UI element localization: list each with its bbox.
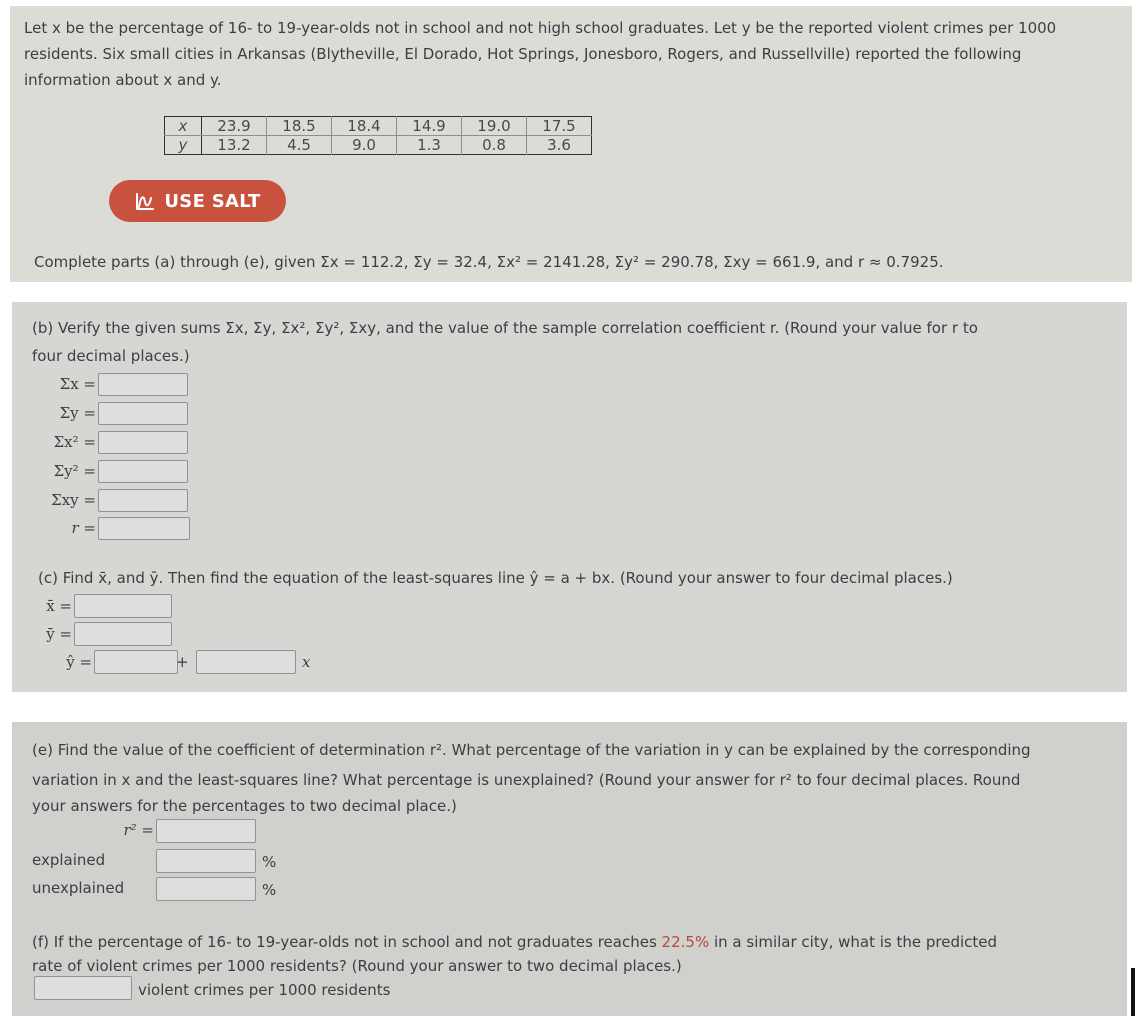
y-hat-label: ŷ =	[66, 653, 92, 671]
part-e-line-2: variation in x and the least-squares line? What percentage is unexplained? (Round your answer for r² to four decimal places. Round	[32, 771, 1021, 789]
table-cell: 9.0	[332, 136, 397, 155]
table-row-y	[165, 136, 592, 155]
table-cell: 4.5	[267, 136, 332, 155]
sum-xy-label: Σxy =	[51, 491, 96, 509]
table-cell: 0.8	[462, 136, 527, 155]
x-bar-label: x̄ =	[46, 597, 72, 615]
part-b-line-2: four decimal places.)	[32, 347, 190, 365]
intro-line-1: Let x be the percentage of 16- to 19-year-olds not in school and not high school graduates. Let y be the reported violent crimes per 1000	[24, 19, 1057, 37]
given-sums-text: Complete parts (a) through (e), given Σx = 112.2, Σy = 32.4, Σx² = 2141.28, Σy² = 290.78, Σxy = 661.9, and r ≈ 0.7925.	[34, 253, 944, 271]
table-y-header: y	[165, 136, 202, 155]
sum-x-input[interactable]	[98, 373, 188, 396]
part-f-highlight: 22.5%	[661, 933, 710, 951]
text-cursor-bar	[1131, 968, 1135, 1016]
r-input[interactable]	[98, 517, 190, 540]
table-cell: 3.6	[527, 136, 592, 155]
plus-sign: +	[176, 653, 189, 671]
sum-y-input[interactable]	[98, 402, 188, 425]
part-e-line-3: your answers for the percentages to two decimal place.)	[32, 797, 457, 815]
sum-x-squared-input[interactable]	[98, 431, 188, 454]
x-variable-label: x	[302, 653, 311, 671]
intro-line-2: residents. Six small cities in Arkansas (Blytheville, El Dorado, Hot Springs, Jonesboro, Rogers, and Russellville) reported the following	[24, 45, 1022, 63]
part-f-line-1-end: in a similar city, what is the predicted	[709, 933, 998, 951]
x-bar-input[interactable]	[74, 594, 172, 618]
table-cell: 18.4	[332, 117, 397, 136]
part-f-line-1-start: (f) If the percentage of 16- to 19-year-olds not in school and not graduates reaches	[32, 933, 662, 951]
sum-y-label: Σy =	[59, 404, 96, 422]
predicted-rate-unit: violent crimes per 1000 residents	[138, 981, 391, 999]
sum-x-squared-label: Σx² =	[53, 433, 96, 451]
table-cell: 19.0	[462, 117, 527, 136]
table-row-x	[165, 117, 592, 136]
explained-label: explained	[32, 851, 106, 869]
part-b-line-1: (b) Verify the given sums Σx, Σy, Σx², Σy², Σxy, and the value of the sample correlation coefficient r. (Round your value for r to	[32, 319, 978, 337]
explained-percent-input[interactable]	[156, 849, 256, 873]
parts-e-f-panel	[12, 722, 1127, 1016]
problem-statement-panel	[10, 6, 1132, 282]
sum-y-squared-label: Σy² =	[53, 462, 96, 480]
part-f-line-1	[32, 932, 997, 952]
table-x-header: x	[165, 117, 202, 136]
table-cell: 18.5	[267, 117, 332, 136]
predicted-rate-input[interactable]	[34, 976, 132, 1000]
table-cell: 13.2	[217, 136, 251, 154]
parts-b-c-panel	[12, 302, 1127, 692]
data-table	[164, 116, 592, 155]
explained-percent-sign: %	[262, 853, 277, 871]
table-cell: 1.3	[397, 136, 462, 155]
table-cell: 14.9	[397, 117, 462, 136]
part-e-line-1: (e) Find the value of the coefficient of determination r². What percentage of the variation in y can be explained by the corresponding	[32, 741, 1031, 759]
unexplained-percent-sign: %	[262, 881, 277, 899]
unexplained-label: unexplained	[32, 879, 125, 897]
sum-x-label: Σx =	[59, 375, 96, 393]
use-salt-label: USE SALT	[164, 190, 261, 212]
y-bar-input[interactable]	[74, 622, 172, 646]
slope-b-input[interactable]	[196, 650, 296, 674]
intro-line-3: information about x and y.	[24, 71, 222, 89]
r-squared-input[interactable]	[156, 819, 256, 843]
table-cell: 23.9	[202, 117, 267, 136]
sum-xy-input[interactable]	[98, 489, 188, 512]
unexplained-percent-input[interactable]	[156, 877, 256, 901]
use-salt-button[interactable]	[109, 180, 286, 222]
y-bar-label: ȳ =	[46, 625, 72, 643]
salt-chart-icon	[134, 190, 156, 212]
intercept-a-input[interactable]	[94, 650, 178, 674]
r-squared-label: r² =	[123, 821, 154, 839]
table-cell: 17.5	[527, 117, 592, 136]
sum-y-squared-input[interactable]	[98, 460, 188, 483]
part-c-text: (c) Find x̄, and ȳ. Then find the equation of the least-squares line ŷ = a + bx. (Round your answer to four decimal places.)	[38, 569, 953, 587]
part-f-line-2: rate of violent crimes per 1000 residents? (Round your answer to two decimal places.)	[32, 957, 682, 975]
r-label: r =	[71, 519, 96, 537]
